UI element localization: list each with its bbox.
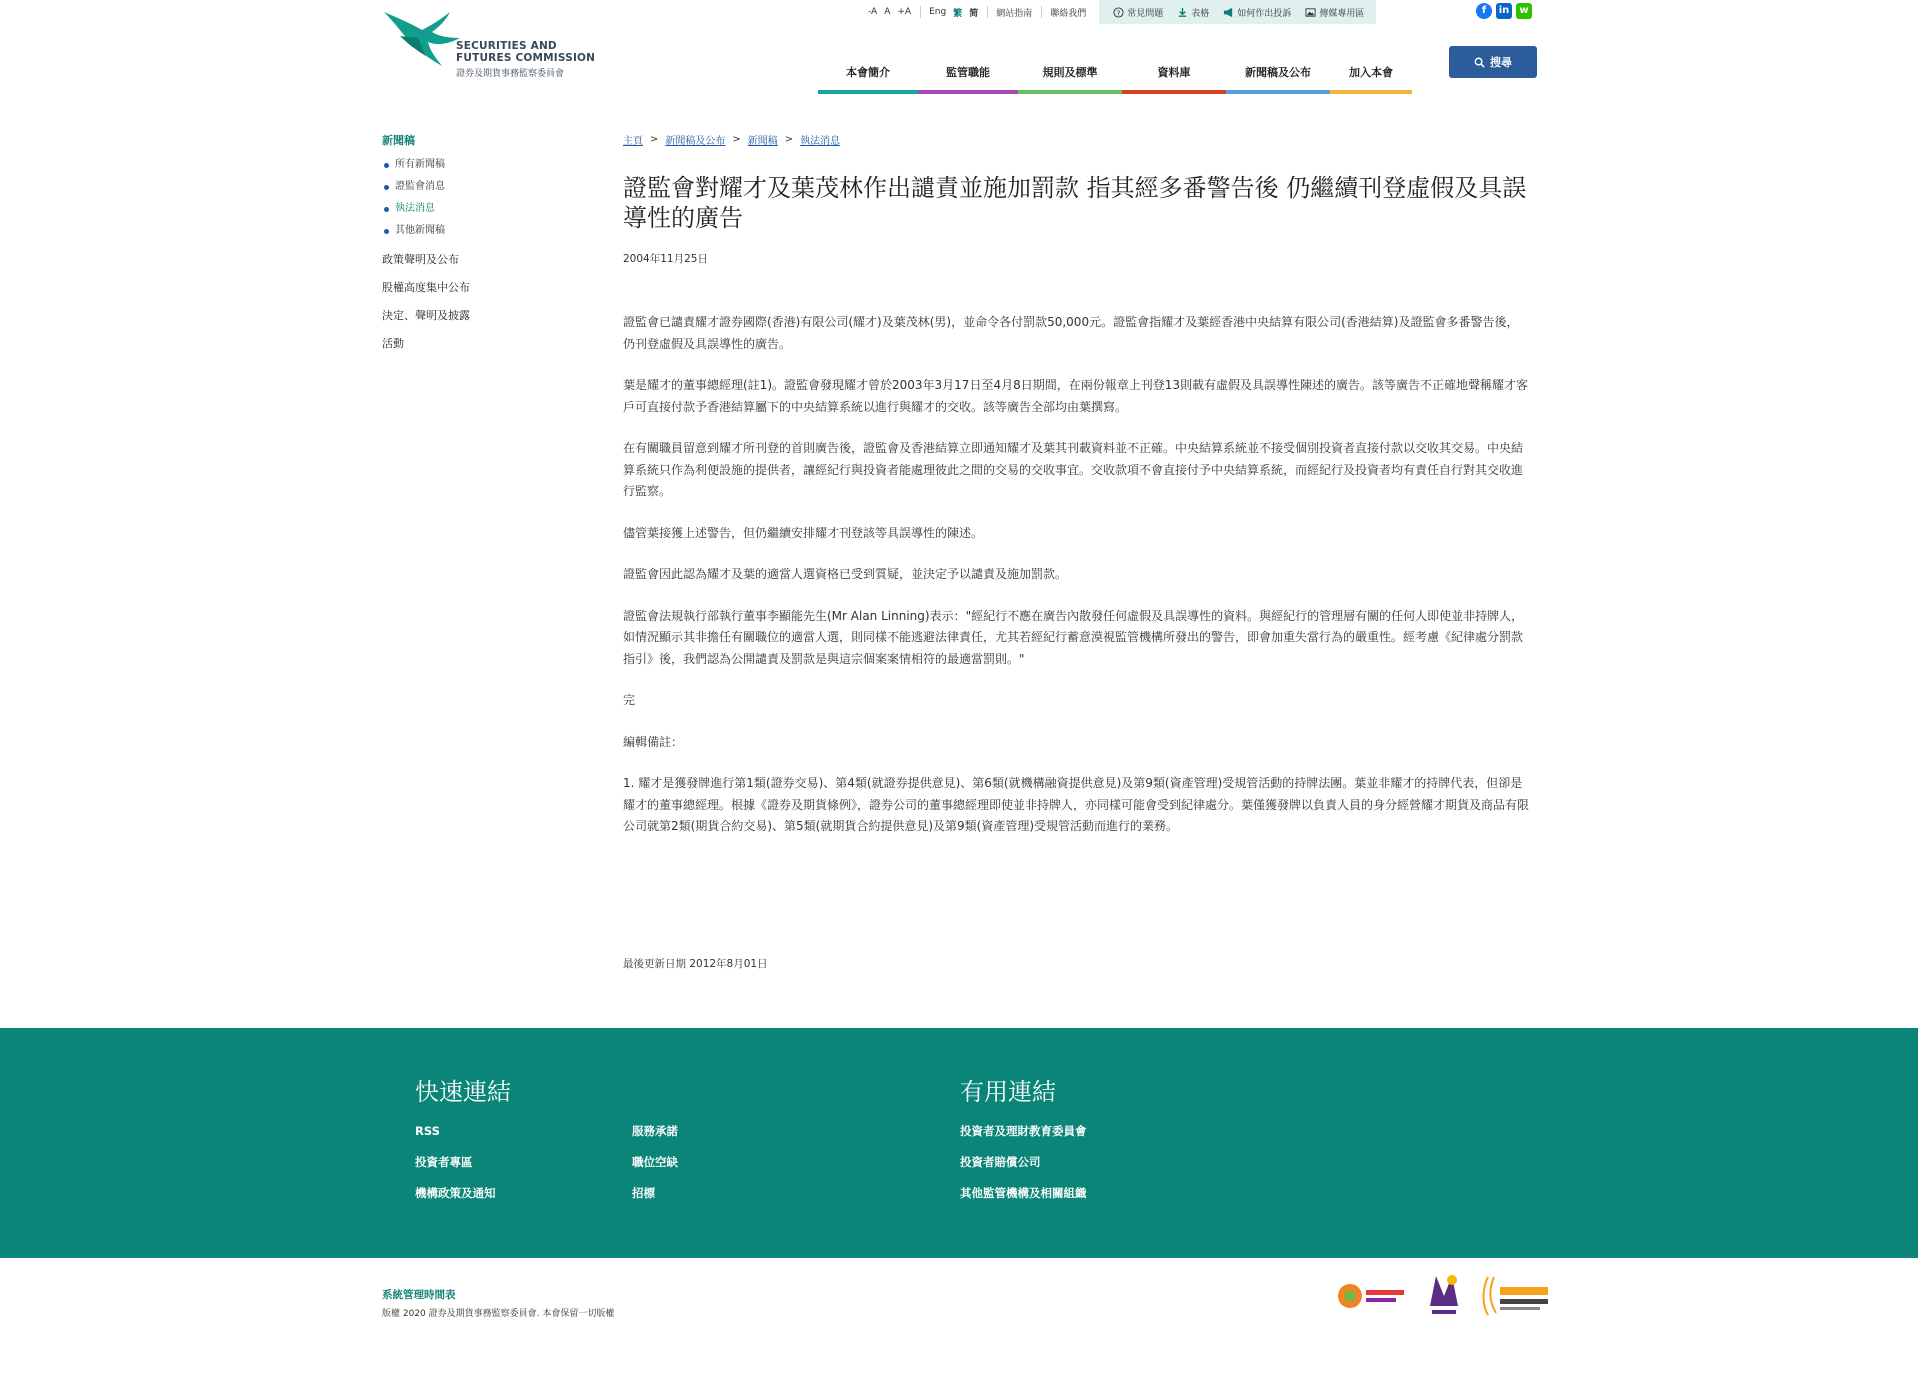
forms-link[interactable] (1177, 6, 1209, 19)
article-paragraph: 葉是耀才的董事總經理(註1)。證監會發現耀才曾於2003年3月17日至4月8日期間，在兩份報章上刊登13則載有虛假及具誤導性陳述的廣告。該等廣告不正確地聲稱耀才客戶可直接付款予香港結算屬下的中央結算系統以進行與耀才的交收。該等廣告全部均由葉撰寫。 (623, 378, 1528, 414)
editor-notes-heading: 編輯備註： (623, 734, 684, 749)
useful-links-heading: 有用連結 (960, 1078, 1056, 1106)
media-link[interactable] (1305, 6, 1364, 19)
page-title: 證監會對耀才及葉茂林作出譴責並施加罰款 指其經多番警告後 仍繼續刊登虛假及具誤導性的廣告 (623, 174, 1527, 232)
contact-link[interactable]: 聯絡我們 (1050, 8, 1087, 19)
quick-links-heading: 快速連結 (415, 1078, 511, 1106)
site-guide-link[interactable]: 網站指南 (996, 8, 1033, 19)
article-paragraph: 證監會已譴責耀才證券國際(香港)有限公司(耀才)及葉茂林(男)，並命令各付罰款50,000元。證監會指耀才及葉經香港中央結算有限公司(香港結算)及證監會多番警告後，仍刊登虛假及具誤導性的廣告。 (623, 315, 1519, 351)
article-paragraph: 儘管葉接獲上述警告，但仍繼續安排耀才刊登該等具誤導性的陳述。 (623, 525, 984, 540)
search-button[interactable] (1449, 46, 1537, 78)
quick-links (415, 1072, 849, 1204)
image-icon (1305, 7, 1316, 18)
nav-about[interactable]: 本會簡介 (818, 58, 918, 94)
sidebar-sub-item[interactable]: 所有新聞稿 (384, 154, 582, 176)
caring-organisation-badge-icon (1480, 1273, 1552, 1319)
faq-link[interactable] (1113, 6, 1163, 19)
lang-tc-link[interactable]: 繁 (953, 8, 963, 19)
linkedin-icon[interactable]: in (1496, 3, 1512, 19)
bullet (384, 163, 389, 168)
footer-link-other-regulators[interactable]: 其他監管機構及相關組織 (960, 1186, 1087, 1200)
article-end-mark: 完 (623, 693, 636, 707)
good-employer-badge-icon (1336, 1276, 1408, 1316)
nav-careers[interactable]: 加入本會 (1330, 58, 1412, 94)
forms-label: 表格 (1191, 8, 1210, 19)
article-date: 2004年11月25日 (623, 253, 708, 265)
sidebar-heading[interactable]: 新聞稿 (382, 134, 415, 147)
editor-note: 1. 耀才是獲發牌進行第1類(證券交易)、第4類(就證券提供意見)、第6類(就機構融資提供意見)及第9類(資產管理)受規管活動的持牌法團。葉並非耀才的持牌代表，但卻是耀才的董事總經理。根據《證券及期貨條例》，證券公司的董事總經理即使並非持牌人，亦同樣可能會受到紀律處分。葉僅獲發牌以負責人員的身分經營耀才期貨及商品有限公司就第2類(期貨合約交易)、第5類(就期貨合約提供意見)及第9類(資產管理)受規管活動而進行的業務。 (623, 776, 1530, 833)
footer-link-policies[interactable]: 機構政策及通知 (415, 1186, 496, 1200)
footer-link-ifec[interactable]: 投資者及理財教育委員會 (960, 1124, 1087, 1138)
sidebar-item[interactable]: 政策聲明及公布 (382, 253, 459, 266)
divider (1041, 6, 1042, 18)
megaphone-icon (1223, 7, 1234, 18)
system-schedule-link[interactable]: 系統管理時間表 (382, 1289, 456, 1301)
breadcrumb-separator: > (732, 134, 741, 145)
breadcrumb (623, 132, 1530, 147)
logo-text-en: SECURITIES AND FUTURES COMMISSION (456, 40, 596, 64)
quick-tools (1099, 0, 1376, 24)
svg-text:?: ? (1116, 7, 1121, 17)
search-icon (1474, 57, 1485, 68)
article-paragraph: 證監會法規執行部執行董事李顯能先生(Mr Alan Linning)表示："經紀行不應在廣告內散發任何虛假及具誤導性的資料。與經紀行的管理層有關的任何人即使並非持牌人，如情況顯示其非擔任有關職位的適當人選，則同樣不能逃避法律責任，尤其若經紀行蓄意漠視監管機構所發出的警告，即會加重失當行為的嚴重性。經考慮《紀律處分罰款指引》後，我們認為公開譴責及罰款是與這宗個案案情相符的最適當罰則。" (623, 608, 1524, 666)
article-paragraph: 在有關職員留意到耀才所刊登的首則廣告後，證監會及香港結算立即通知耀才及葉其刊載資料並不正確。中央結算系統並不接受個別投資者直接付款以交收其交易。中央結算系統只作為利便設施的提供者，讓經紀行與投資者能處理彼此之間的交易的交收事宜。交收款項不會直接付予中央結算系統，而經紀行及投資者均有責任自行對其交收進行監察。 (623, 441, 1524, 498)
sidebar-sub-item[interactable]: 其他新聞稿 (384, 220, 582, 242)
footer-link-icc[interactable]: 投資者賠償公司 (960, 1155, 1041, 1169)
breadcrumb-enforcement[interactable]: 執法消息 (800, 136, 841, 147)
manpower-badge-icon (1426, 1270, 1462, 1322)
nav-regulatory-functions[interactable]: 監管職能 (918, 58, 1018, 94)
divider (987, 6, 988, 18)
question-icon (1113, 7, 1124, 18)
complaint-label: 如何作出投訴 (1237, 8, 1292, 19)
nav-rules-standards[interactable]: 規則及標準 (1018, 58, 1122, 94)
footer-link-rss[interactable]: RSS (415, 1124, 440, 1138)
breadcrumb-home[interactable]: 主頁 (623, 136, 643, 147)
breadcrumb-separator: > (784, 134, 794, 145)
useful-links (960, 1072, 1087, 1214)
article-paragraph: 證監會因此認為耀才及葉的適當人選資格已受到質疑，並決定予以譴責及施加罰款。 (623, 567, 1068, 581)
social-links (1476, 3, 1536, 19)
sidebar-sub-item-active[interactable]: 執法消息 (384, 198, 582, 220)
complaint-link[interactable] (1223, 6, 1291, 19)
breadcrumb-news[interactable]: 新聞稿 (747, 136, 778, 147)
sidebar-sub-item[interactable]: 證監會消息 (384, 176, 582, 198)
footer-link-investor-zone[interactable]: 投資者專區 (415, 1155, 473, 1169)
main-content (623, 132, 1530, 838)
footer-link-tenders[interactable]: 招標 (632, 1186, 655, 1200)
facebook-icon[interactable]: f (1476, 3, 1492, 19)
award-badges (1318, 1270, 1552, 1322)
breadcrumb-news-announcements[interactable]: 新聞稿及公布 (665, 136, 726, 147)
lang-sc-link[interactable]: 简 (969, 8, 979, 19)
sidebar-item[interactable]: 股權高度集中公布 (382, 281, 470, 294)
sfc-logo[interactable] (382, 10, 596, 80)
copyright: 版權 2020 證券及期貨事務監察委員會. 本會保留一切版權 (382, 1309, 615, 1319)
logo-text-zh: 證券及期貨事務監察委員會 (456, 69, 565, 79)
nav-database[interactable]: 資料庫 (1122, 58, 1226, 94)
footer (0, 1028, 1918, 1258)
wechat-icon[interactable]: w (1516, 3, 1532, 19)
bottom-bar (382, 1287, 614, 1319)
nav-news[interactable]: 新聞稿及公布 (1226, 58, 1330, 94)
font-size-normal-button[interactable]: A (884, 7, 891, 17)
footer-link-vacancies[interactable]: 職位空缺 (632, 1155, 678, 1169)
utility-bar (868, 0, 1376, 24)
download-icon (1177, 7, 1188, 18)
faq-label: 常見問題 (1127, 8, 1164, 19)
bullet (384, 185, 389, 190)
main-nav (818, 58, 1412, 94)
bullet (384, 207, 389, 212)
last-updated: 最後更新日期 2012年8月01日 (623, 958, 768, 970)
search-label: 搜尋 (1490, 56, 1512, 69)
media-label: 傳媒專用區 (1319, 8, 1365, 19)
eagle-logo-icon (382, 10, 462, 70)
footer-link-pledge[interactable]: 服務承諾 (632, 1124, 678, 1138)
bullet (384, 229, 389, 234)
font-size-large-button[interactable]: +A (897, 7, 912, 17)
sidebar-item[interactable]: 活動 (382, 337, 404, 350)
sidebar-item[interactable]: 決定、聲明及披露 (382, 309, 470, 322)
breadcrumb-separator: > (650, 134, 659, 145)
lang-en-link[interactable]: Eng (929, 7, 947, 17)
divider (920, 6, 921, 18)
sidebar (382, 132, 582, 358)
font-size-small-button[interactable]: -A (868, 7, 878, 17)
